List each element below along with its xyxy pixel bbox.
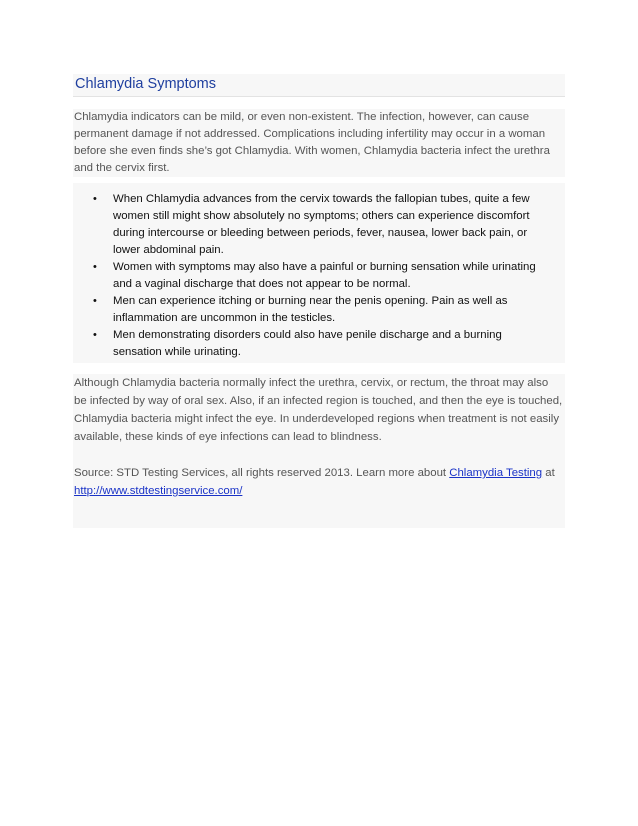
symptom-list [73, 183, 565, 363]
list-item-text: Women with symptoms may also have a painful or burning sensation while urinating and a vaginal discharge that does not appear to be normal. [113, 261, 536, 290]
list-item-text: Men demonstrating disorders could also have penile discharge and a burning sensation while urinating. [113, 329, 502, 358]
list-item [73, 293, 565, 327]
list-item [73, 259, 565, 293]
body-section [73, 374, 565, 528]
source-line [74, 464, 564, 500]
chlamydia-testing-link[interactable]: Chlamydia Testing [449, 467, 543, 479]
bullet-icon: • [93, 261, 97, 273]
list-item-text: When Chlamydia advances from the cervix towards the fallopian tubes, quite a few women still might show absolutely no symptoms; others can experience discomfort during intercourse or bleeding between periods, fever, nausea, lower back pain, or lower abdominal pain. [113, 193, 530, 256]
source-middle: at [542, 467, 555, 479]
intro-paragraph: Chlamydia indicators can be mild, or even non-existent. The infection, however, can cause permanent damage if not addressed. Complications including infertility may occur in a woman before she even finds she’s got Chlamydia. With women, Chlamydia bacteria infect the urethra and the cervix first. [73, 109, 565, 177]
bullet-icon: • [93, 329, 97, 341]
website-url-link[interactable]: http://www.stdtestingservice.com/ [74, 485, 243, 497]
source-prefix: Source: STD Testing Services, all rights reserved 2013. Learn more about [74, 467, 450, 479]
document-page [73, 74, 565, 528]
list-item [73, 327, 565, 361]
bullet-icon: • [93, 193, 97, 205]
page-title: Chlamydia Symptoms [73, 74, 565, 97]
bullet-icon: • [93, 295, 97, 307]
list-item [73, 191, 565, 259]
eye-infection-paragraph: Although Chlamydia bacteria normally infect the urethra, cervix, or rectum, the throat may also be infected by way of oral sex. Also, if an infected region is touched, and then the eye is touched, Chlamydia bacteria might infect the eye. In underdeveloped regions when treatment is not easily available, these kinds of eye infections can lead to blindness. [74, 377, 563, 443]
list-item-text: Men can experience itching or burning near the penis opening. Pain as well as inflammation are uncommon in the testicles. [113, 295, 508, 324]
